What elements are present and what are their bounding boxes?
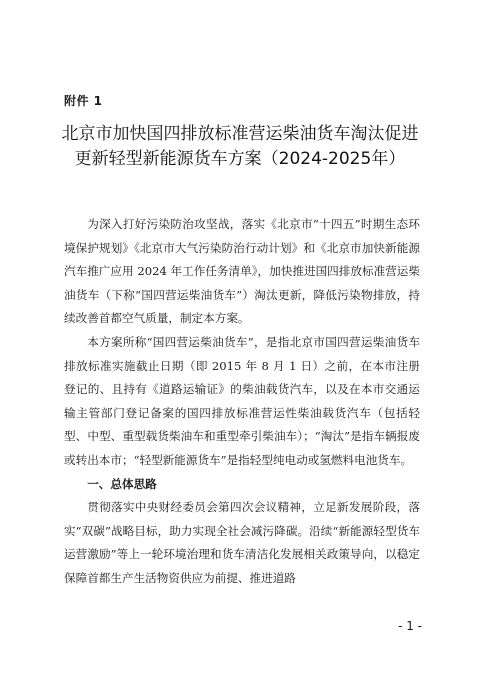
definition-paragraph: 本方案所称“国四营运柴油货车”，是指北京市国四营运柴油货车排放标准实施截止日期（即 2015 年 8 月 1 日）之前，在本市注册登记的、且持有《道路运输证》的柴油载货汽车，以及在本市交通运输主管部门登记备案的国四排放标准营运性柴油载货汽车（包括轻型、中型、重型载货柴油车和重型牵引柴油车）；“淘汰”是指车辆报废或转出本市；“轻型新能源货车”是指轻型纯电动或氢燃料电池货车。: [64, 334, 420, 467]
section-heading: 一、总体思路: [87, 476, 157, 491]
attachment-label: 附件 1: [64, 94, 103, 108]
page-number: - 1 -: [398, 619, 422, 633]
intro-paragraph: 为深入打好污染防治攻坚战，落实《北京市“十四五”时期生态环境保护规划》《北京市大气污染防治行动计划》和《北京市加快新能源汽车推广应用 2024 年工作任务清单》，加快推进国四排放标准营运柴油货车（下称“国四营运柴油货车”）淘汰更新，降低污染物排放，持续改善首都空气质量，制定本方案。: [64, 217, 420, 326]
document-title: 北京市加快国四排放标准营运柴油货车淘汰促进更新轻型新能源货车方案（2024-2025年）: [61, 124, 419, 169]
document-body: [64, 213, 420, 591]
section-paragraph: 贯彻落实中央财经委员会第四次会议精神，立足新发展阶段，落实“双碳”战略目标，助力实现全社会减污降碳。沿续“新能源轻型货车运营激励”等上一轮环境治理和货车清洁化发展相关政策导向，以稳定保障首都生产生活物资供应为前提、推进道路: [64, 500, 420, 585]
